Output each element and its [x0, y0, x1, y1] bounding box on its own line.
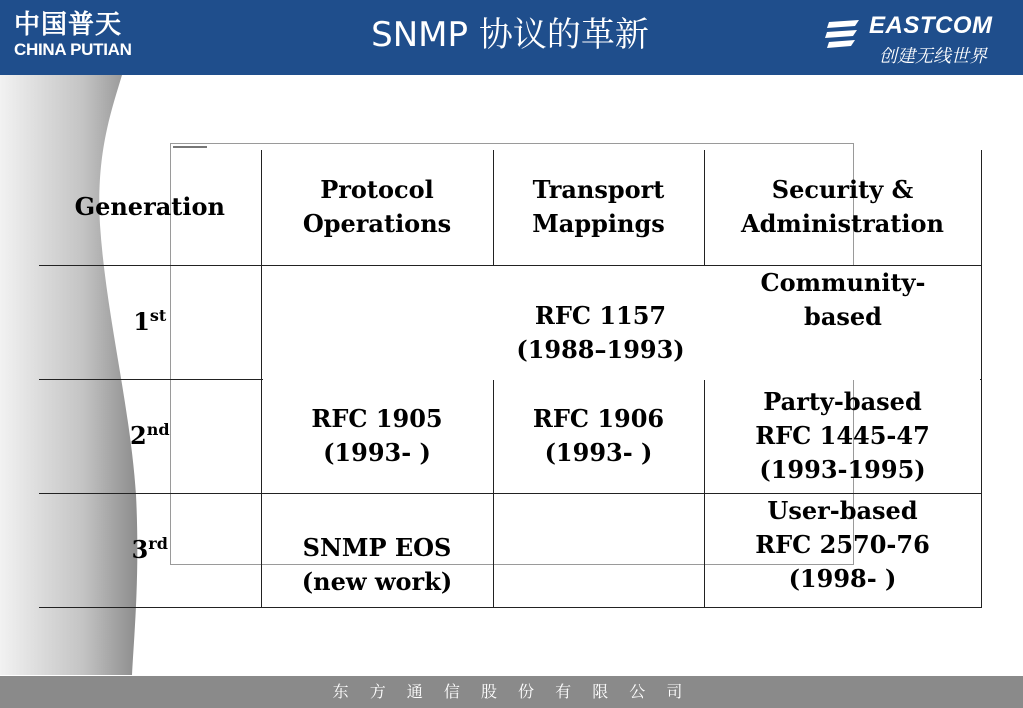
logo-right-name: EASTCOM: [869, 12, 993, 39]
table-row: [39, 379, 981, 493]
merged-rfc1157-cell: [263, 266, 980, 380]
generation-cell: 1st: [39, 265, 261, 379]
eastcom-mark-icon: [825, 14, 871, 54]
logo-left-chinese: 中国普天: [14, 10, 123, 40]
transport-cell: [493, 493, 704, 607]
security-cell: User-based RFC 2570-76 (1998- ): [704, 493, 981, 607]
slide-title: SNMP 协议的革新: [371, 15, 649, 55]
merged-rfc-text: RFC 1157 (1988–1993): [516, 301, 685, 364]
table-row: [39, 493, 981, 607]
header-security-administration: Security & Administration: [704, 150, 981, 265]
generation-cell: 2nd: [39, 379, 261, 493]
footer-company-name: 东 方 通 信 股 份 有 限 公 司: [332, 682, 691, 701]
header-generation: Generation: [39, 150, 261, 265]
header-transport-mappings: Transport Mappings: [493, 150, 704, 265]
table-header-row: [39, 150, 981, 265]
generation-cell: 3rd: [39, 493, 261, 607]
security-cell: Party-based RFC 1445-47 (1993-1995): [704, 379, 981, 493]
footer-bar: [0, 676, 1023, 708]
frame-label-mark: [173, 146, 207, 148]
transport-cell: RFC 1906 (1993- ): [493, 379, 704, 493]
logo-right-slogan: 创建无线世界: [879, 46, 987, 67]
protocol-cell: SNMP EOS (new work): [261, 493, 493, 607]
logo-left-english: CHINA PUTIAN: [14, 40, 132, 59]
china-putian-logo: [14, 10, 144, 60]
header-protocol-operations: Protocol Operations: [261, 150, 493, 265]
protocol-cell: RFC 1905 (1993- ): [261, 379, 493, 493]
security-community-text: Community- based: [760, 268, 926, 331]
header-bar: [0, 0, 1023, 75]
eastcom-logo: [825, 12, 1005, 68]
